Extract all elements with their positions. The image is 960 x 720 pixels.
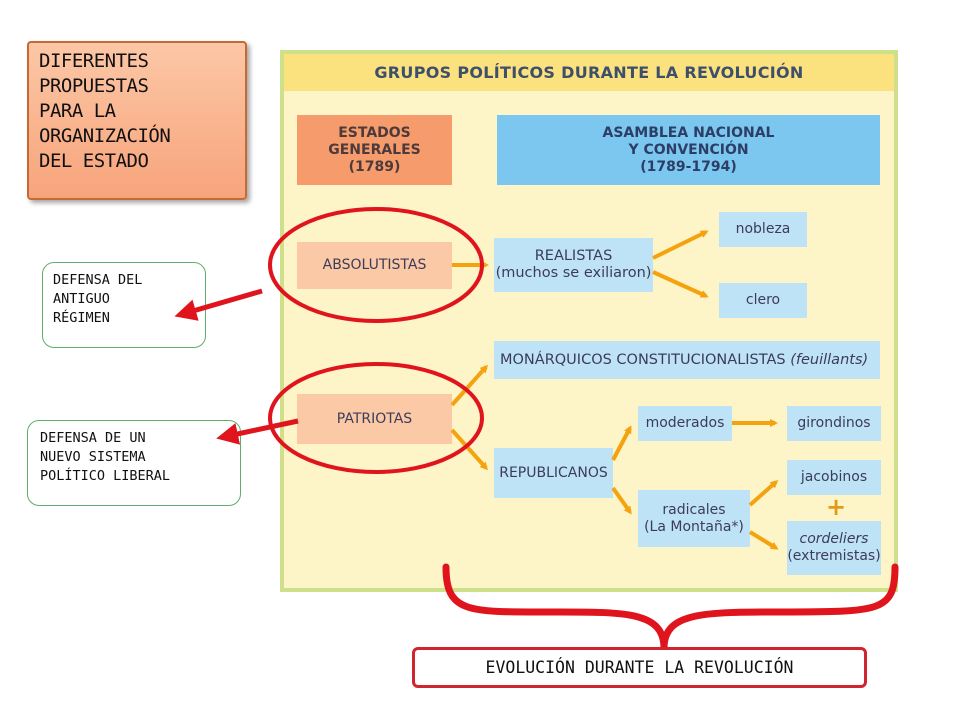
- box-asamblea: ASAMBLEA NACIONAL Y CONVENCIÓN (1789-1794): [497, 115, 880, 185]
- cordeliers-note: (extremistas): [787, 548, 881, 564]
- diagram-header: GRUPOS POLÍTICOS DURANTE LA REVOLUCIÓN: [284, 54, 894, 91]
- arrow-realistas-clero: [653, 272, 706, 296]
- box-republicanos: REPUBLICANOS: [494, 448, 613, 498]
- red-ellipse-patriotas: [270, 364, 482, 472]
- arrow-republicanos-moderados: [613, 428, 630, 460]
- arrow-patriotas-republicanos: [452, 430, 486, 468]
- box-estados-generales: ESTADOS GENERALES (1789): [297, 115, 452, 185]
- arrow-patriotas-monarquicos: [452, 367, 486, 405]
- monarquicos-label: MONÁRQUICOS CONSTITUCIONALISTAS: [500, 351, 786, 368]
- arrow-republicanos-radicales: [613, 488, 630, 512]
- cordeliers-label: cordeliers: [799, 531, 869, 547]
- box-nobleza: nobleza: [719, 212, 807, 247]
- box-girondinos: girondinos: [787, 406, 881, 441]
- arrow-realistas-nobleza: [653, 232, 706, 258]
- note-old-regime: DEFENSA DEL ANTIGUO RÉGIMEN: [42, 262, 206, 348]
- red-arrow-new-system: [228, 421, 298, 436]
- note-new-system: DEFENSA DE UN NUEVO SISTEMA POLÍTICO LIBERAL: [27, 420, 241, 506]
- footer-label: EVOLUCIÓN DURANTE LA REVOLUCIÓN: [412, 647, 867, 688]
- box-realistas: REALISTAS (muchos se exiliaron): [494, 238, 653, 292]
- plus-sign: +: [826, 493, 847, 521]
- monarquicos-note: (feuillants): [790, 351, 869, 368]
- red-brace: [446, 567, 895, 648]
- box-absolutistas: ABSOLUTISTAS: [297, 242, 452, 289]
- box-radicales: radicales (La Montaña*): [638, 490, 750, 547]
- arrow-radicales-jacobinos: [750, 482, 776, 505]
- box-patriotas: PATRIOTAS: [297, 394, 452, 444]
- title-box: DIFERENTES PROPUESTAS PARA LA ORGANIZACIÓN DEL ESTADO: [27, 41, 247, 200]
- box-jacobinos: jacobinos: [787, 460, 881, 495]
- box-clero: clero: [719, 283, 807, 318]
- red-ellipse-absolutistas: [270, 209, 482, 321]
- box-moderados: moderados: [638, 406, 732, 441]
- red-arrow-old-regime: [186, 291, 262, 313]
- arrow-radicales-cordeliers: [750, 532, 776, 548]
